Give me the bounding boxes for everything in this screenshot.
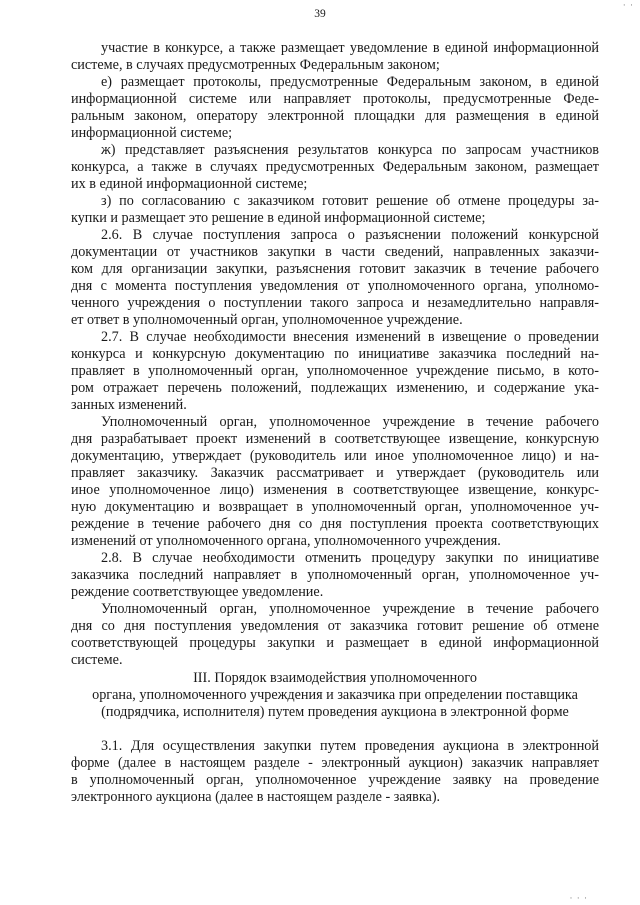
paragraph-p4: [71, 193, 599, 227]
text-line: дня разрабатывает проект изменений в соответствующее извещение, конкурсную: [71, 431, 599, 447]
paragraph-p3: [71, 142, 599, 193]
text-line: з) по согласованию с заказчиком готовит решение об отмене процедуры за-: [101, 193, 599, 209]
text-line: ную документацию и возвращает в уполномоченный орган, уполномоченное уч-: [71, 499, 599, 515]
heading-line: органа, уполномоченного учреждения и заказчика при определении поставщика: [92, 687, 578, 703]
text-line: ром отражает перечень положений, подлежащих изменению, и содержание ука-: [71, 380, 599, 396]
text-line: информационной системе;: [71, 125, 233, 141]
text-line: конкурса и конкурсную документацию по инициативе заказчика последний на-: [71, 346, 599, 362]
text-line: их в единой информационной системе;: [71, 176, 308, 192]
paragraph-p6: [71, 329, 599, 414]
text-line: конкурса, а также в случаях предусмотренных Федеральным законом, размещает: [71, 159, 599, 175]
text-line: ральным законом, оператору электронной площадки для размещения в единой: [71, 108, 599, 124]
text-line: заказчика последний направляет в уполномоченный орган, уполномоченное уч-: [71, 567, 599, 583]
text-line: 3.1. Для осуществления закупки путем проведения аукциона в электронной: [101, 738, 599, 754]
text-line: документации от участников закупки в части сведений, направленных заказчи-: [71, 244, 599, 260]
text-line: системе.: [71, 652, 123, 668]
page-number: 39: [314, 8, 326, 20]
section-heading: [71, 670, 599, 721]
text-line: 2.8. В случае необходимости отменить процедуру закупки по инициативе: [101, 550, 599, 566]
text-line: дня с момента поступления уведомления от уполномоченного органа, уполномо-: [71, 278, 599, 294]
text-line: 2.6. В случае поступления запроса о разъяснении положений конкурсной: [101, 227, 599, 243]
paragraph-p5: [71, 227, 599, 329]
text-line: 2.7. В случае необходимости внесения изменений в извещение о проведении: [101, 329, 599, 345]
text-line: ком для организации закупки, разъяснения готовит заказчик в течение рабочего: [71, 261, 599, 277]
paragraph-p2: [71, 74, 599, 142]
text-line: е) размещает протоколы, предусмотренные Федеральным законом, в единой: [101, 74, 599, 90]
text-line: в уполномоченный орган, уполномоченное учреждение заявку на проведение: [71, 772, 599, 788]
text-line: изменений от уполномоченного органа, уполномоченного учреждения.: [71, 533, 501, 549]
text-line: иное уполномоченное лицо) изменения в соответствующее извещение, конкурс-: [71, 482, 599, 498]
text-line: документацию, утверждает (руководитель или иное уполномоченное лицо) и на-: [71, 448, 599, 464]
text-line: участие в конкурсе, а также размещает уведомление в единой информационной: [101, 40, 599, 56]
text-line: реждение соответствующее уведомление.: [71, 584, 324, 600]
text-line: соответствующей процедуры закупки и размещает в единой информационной: [71, 635, 599, 651]
text-line: купки и размещает это решение в единой информационной системе;: [71, 210, 486, 226]
text-line: Уполномоченный орган, уполномоченное учреждение в течение рабочего: [101, 414, 599, 430]
text-line: ченного учреждения о поступлении такого запроса и незамедлительно направля-: [71, 295, 599, 311]
text-line: правляет заказчику. Заказчик рассматривает и утверждает (руководитель или: [71, 465, 599, 481]
text-line: электронного аукциона (далее в настоящем разделе - заявка).: [71, 789, 441, 805]
corner-mark-bottom: · · ·: [569, 893, 588, 903]
paragraph-p1: [71, 40, 599, 74]
text-line: занных изменений.: [71, 397, 187, 413]
paragraph-p8: [71, 550, 599, 601]
text-line: дня со дня поступления уведомления от заказчика готовит решение об отмене: [71, 618, 599, 634]
paragraph-p9: [71, 601, 599, 669]
text-line: системе, в случаях предусмотренных Федеральным законом;: [71, 57, 440, 73]
document-body: [71, 40, 599, 806]
paragraph-p10: [71, 738, 599, 806]
text-line: Уполномоченный орган, уполномоченное учреждение в течение рабочего: [101, 601, 599, 617]
text-line: реждение в течение рабочего дня со дня поступления проекта соответствующих: [71, 516, 599, 532]
paragraph-p7: [71, 414, 599, 550]
text-line: форме (далее в настоящем разделе - электронный аукцион) заказчик направляет: [71, 755, 599, 771]
text-line: ж) представляет разъяснения результатов конкурса по запросам участников: [101, 142, 599, 158]
heading-line: (подрядчика, исполнителя) путем проведения аукциона в электронной форме: [101, 704, 569, 720]
text-line: информационной системе или направляет протоколы, предусмотренные Феде-: [71, 91, 599, 107]
corner-mark-top: · ·: [622, 0, 634, 10]
text-line: ет ответ в уполномоченный орган, уполномоченное учреждение.: [71, 312, 463, 328]
text-line: правляет в уполномоченный орган, уполномоченное учреждение письмо, в кото-: [71, 363, 599, 379]
heading-line: III. Порядок взаимодействия уполномоченного: [193, 670, 477, 686]
